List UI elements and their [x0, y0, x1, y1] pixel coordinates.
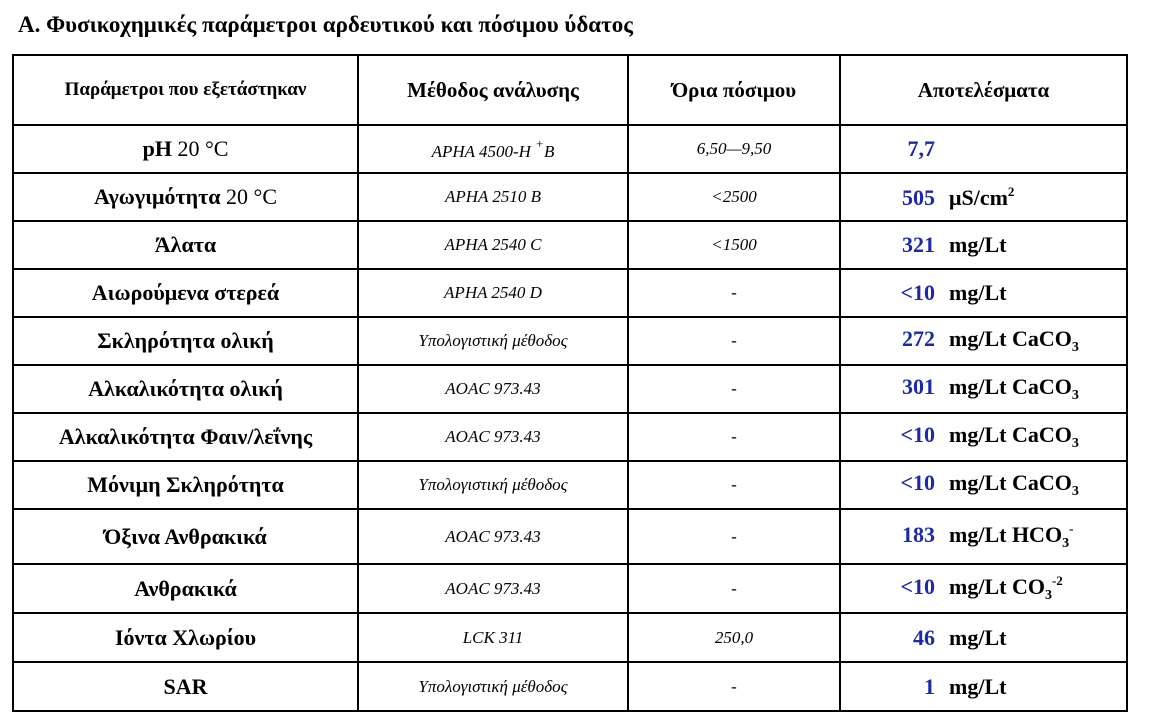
method-code: AOAC 973.43 [445, 578, 541, 598]
unit-subscript: 3 [1071, 388, 1079, 403]
table-row [13, 317, 1127, 365]
result-value: <10 [900, 280, 935, 305]
cell-method [358, 173, 628, 221]
result-unit [949, 521, 1073, 552]
result-value: 321 [902, 232, 935, 257]
table-row [13, 564, 1127, 613]
parameter-name: Όξινα Ανθρακικά [104, 523, 267, 549]
result-value: 183 [902, 522, 935, 547]
parameter-name: Αλκαλικότητα Φαιν/λεΐνης [58, 424, 313, 449]
result-unit [949, 573, 1063, 604]
cell-result [840, 269, 1127, 317]
method-code: LCK 311 [462, 627, 524, 647]
cell-limit: - [628, 317, 840, 365]
parameter-name: Άλατα [154, 232, 217, 257]
cell-method [358, 221, 628, 269]
method-code: Υπολογιστική μέθοδος [418, 676, 568, 696]
parameter-name: Μόνιμη Σκληρότητα [87, 472, 284, 497]
result-unit [949, 280, 1006, 306]
unit-subscript: 3 [1044, 588, 1052, 603]
header-parameters: Παράμετροι που εξετάστηκαν [13, 55, 358, 125]
table-row [13, 662, 1127, 711]
table-row [13, 125, 1127, 173]
parameter-temperature: 20 °C [220, 184, 277, 209]
cell-parameter [13, 173, 358, 221]
page-title: A. Φυσικοχημικές παράμετροι αρδευτικού και πόσιμου ύδατος [18, 12, 633, 37]
unit-text: mg/Lt [949, 624, 1007, 650]
cell-parameter [13, 509, 358, 564]
unit-superscript: - [1069, 521, 1074, 536]
cell-result [840, 564, 1127, 613]
cell-result [840, 662, 1127, 711]
unit-subscript: 3 [1071, 484, 1079, 499]
unit-text: mg/Lt CO [949, 574, 1045, 599]
unit-text: mg/Lt [949, 280, 1007, 305]
result-value: 7,7 [907, 136, 935, 161]
table-row [13, 173, 1127, 221]
cell-method [358, 662, 628, 711]
cell-parameter [13, 221, 358, 269]
parameter-name: Ιόντα Χλωρίου [114, 624, 257, 650]
cell-limit: - [628, 509, 840, 564]
cell-parameter [13, 125, 358, 173]
cell-parameter [13, 613, 358, 662]
cell-parameter [13, 365, 358, 413]
results-table [12, 54, 1128, 712]
unit-subscript: 3 [1071, 436, 1079, 451]
method-code: Υπολογιστική μέθοδος [418, 331, 568, 350]
method-code: APHA 4500-H [431, 142, 531, 161]
result-value: 505 [902, 184, 935, 210]
table-row [13, 413, 1127, 461]
cell-method [358, 613, 628, 662]
result-unit [949, 232, 1006, 258]
cell-method [358, 509, 628, 564]
result-value: <10 [900, 422, 935, 447]
parameter-name: SAR [163, 673, 208, 699]
cell-parameter [13, 461, 358, 509]
cell-method [358, 564, 628, 613]
unit-text: mg/Lt HCO [949, 522, 1063, 547]
unit-text: mg/Lt CaCO [949, 374, 1072, 399]
cell-limit: - [628, 269, 840, 317]
cell-limit: - [628, 662, 840, 711]
method-code: Υπολογιστική μέθοδος [418, 475, 568, 494]
result-unit [949, 184, 1014, 211]
cell-result [840, 461, 1127, 509]
unit-text: mg/Lt [949, 232, 1007, 257]
unit-text: mg/Lt CaCO [949, 470, 1072, 495]
parameter-name: Ανθρακικά [134, 575, 237, 601]
result-unit [949, 326, 1079, 356]
cell-result [840, 125, 1127, 173]
cell-limit: <2500 [628, 173, 840, 221]
result-value: 1 [924, 673, 935, 699]
cell-parameter [13, 413, 358, 461]
result-value: 301 [902, 374, 935, 399]
cell-parameter [13, 662, 358, 711]
result-value: 46 [913, 624, 935, 650]
result-unit [949, 625, 1006, 651]
cell-limit: - [628, 413, 840, 461]
cell-limit: - [628, 564, 840, 613]
parameter-temperature: 20 °C [171, 136, 229, 161]
unit-superscript: 2 [1007, 183, 1015, 199]
table-row [13, 221, 1127, 269]
table-row [13, 509, 1127, 564]
cell-parameter [13, 269, 358, 317]
header-results: Αποτελέσματα [840, 55, 1127, 125]
method-code: AOAC 973.43 [445, 427, 541, 446]
cell-limit: 250,0 [628, 613, 840, 662]
table-header-row [13, 55, 1127, 125]
parameter-name: Αγωγιμότητα [94, 184, 221, 209]
cell-method [358, 317, 628, 365]
table-row [13, 365, 1127, 413]
table-row [13, 613, 1127, 662]
cell-limit: 6,50—9,50 [628, 125, 840, 173]
table-row [13, 461, 1127, 509]
result-unit [949, 674, 1006, 700]
header-method: Μέθοδος ανάλυσης [358, 55, 628, 125]
parameter-name: Αλκαλικότητα ολική [88, 376, 283, 401]
method-code: AOAC 973.43 [445, 379, 541, 398]
cell-parameter [13, 317, 358, 365]
unit-text: μS/cm [949, 184, 1008, 210]
parameter-name: Αιωρούμενα στερεά [91, 280, 280, 305]
unit-text: mg/Lt CaCO [949, 326, 1072, 351]
cell-result [840, 365, 1127, 413]
table-row [13, 269, 1127, 317]
cell-method [358, 461, 628, 509]
cell-parameter [13, 564, 358, 613]
cell-method [358, 125, 628, 173]
unit-text: mg/Lt CaCO [949, 422, 1072, 447]
unit-text: mg/Lt [949, 673, 1007, 699]
method-code: AOAC 973.43 [445, 526, 541, 546]
cell-limit: <1500 [628, 221, 840, 269]
cell-result [840, 613, 1127, 662]
unit-subscript: 3 [1062, 536, 1070, 551]
cell-method [358, 413, 628, 461]
cell-result [840, 413, 1127, 461]
method-code: APHA 2510 B [444, 187, 541, 206]
cell-result [840, 221, 1127, 269]
cell-result [840, 173, 1127, 221]
result-unit [949, 374, 1079, 404]
cell-result [840, 317, 1127, 365]
cell-result [840, 509, 1127, 564]
result-unit [949, 470, 1079, 500]
parameter-name: Σκληρότητα ολική [97, 328, 274, 353]
result-value: 272 [902, 326, 935, 351]
method-code: APHA 2540 C [444, 235, 542, 254]
method-code: APHA 2540 D [444, 283, 542, 302]
cell-limit: - [628, 461, 840, 509]
parameter-name: pH [142, 136, 172, 161]
result-unit [949, 422, 1079, 452]
unit-subscript: 3 [1071, 340, 1079, 355]
cell-method [358, 269, 628, 317]
method-superscript: + [535, 136, 544, 151]
header-limit: Όρια πόσιμου [628, 55, 840, 125]
result-value: <10 [900, 574, 935, 599]
cell-limit: - [628, 365, 840, 413]
result-value: <10 [900, 470, 935, 495]
cell-method [358, 365, 628, 413]
method-suffix: B [543, 142, 555, 161]
unit-superscript: -2 [1051, 573, 1063, 588]
